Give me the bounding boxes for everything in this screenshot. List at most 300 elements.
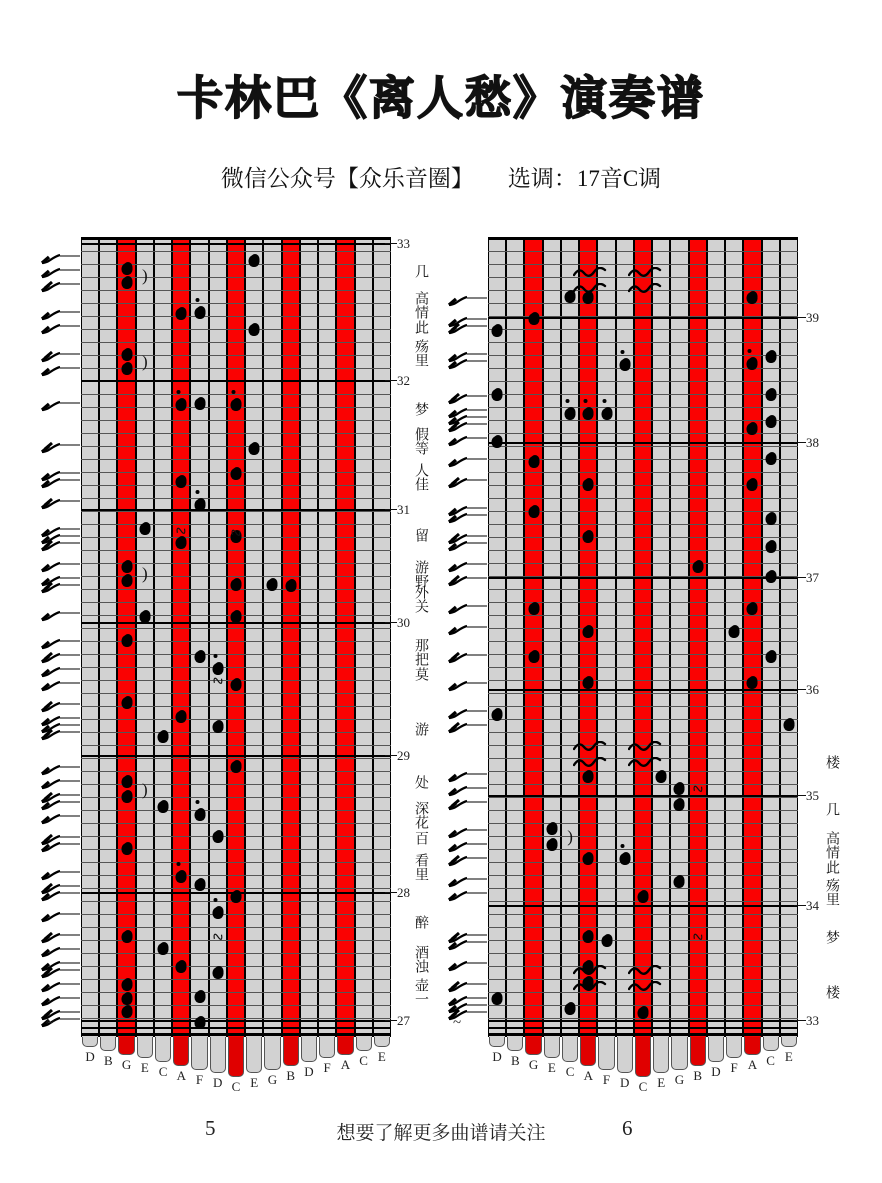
tine-label-G-3: G <box>121 1056 132 1072</box>
tine-B-12[interactable] <box>282 1037 300 1083</box>
note-C-26 <box>765 571 776 583</box>
note-G-8 <box>121 363 132 375</box>
note-G-22 <box>267 579 278 591</box>
tine-A-6[interactable] <box>172 1037 190 1083</box>
bar-number-32: 32 <box>397 373 410 388</box>
beat-line <box>488 823 798 824</box>
lyric-12: 莫 <box>413 667 429 681</box>
beat-line <box>81 953 391 954</box>
note-A-47 <box>176 961 187 973</box>
slur-mark-2: ) <box>141 352 148 371</box>
note-D-16 <box>492 436 503 448</box>
tremolo-mark-2 <box>573 282 607 300</box>
note-F-30 <box>729 626 740 638</box>
note-C-46 <box>158 943 169 955</box>
note-A-34 <box>747 677 758 689</box>
tine-A-15[interactable] <box>336 1037 354 1083</box>
note-C-11 <box>565 408 576 420</box>
beat-line <box>81 810 391 811</box>
beat-line <box>81 290 391 291</box>
note-C-37 <box>158 801 169 813</box>
note-A-14 <box>176 476 187 488</box>
tine-label-C-5: C <box>565 1064 575 1079</box>
beat-line <box>81 732 391 733</box>
tine-label-F-7: F <box>195 1071 204 1087</box>
note-C-53 <box>638 1007 649 1019</box>
beat-line <box>488 784 798 785</box>
note-flag-6 <box>40 349 80 363</box>
note-A-41 <box>176 871 187 883</box>
tine-C-16[interactable] <box>355 1037 373 1083</box>
kalimba-board-left <box>81 237 391 1094</box>
tine-E-4[interactable] <box>543 1037 561 1083</box>
lyric-9: 游野 <box>413 560 429 588</box>
beat-line <box>488 836 798 837</box>
note-flags-right <box>445 237 487 1037</box>
note-G-35 <box>121 776 132 788</box>
tine-label-F-14: F <box>323 1060 331 1076</box>
lyric-17: 看里 <box>413 853 429 881</box>
note-flag-16 <box>447 538 487 552</box>
note-A-43 <box>583 853 594 865</box>
bar-tick-37 <box>794 577 806 578</box>
note-flag-14 <box>447 510 487 524</box>
beat-line <box>81 888 391 889</box>
tine-A-15[interactable] <box>743 1037 761 1083</box>
note-A-8 <box>747 358 758 370</box>
tine-column-C-9 <box>227 237 245 1037</box>
tine-column-D-8 <box>616 237 634 1037</box>
glissando-mark-3: ∿ <box>209 671 227 692</box>
note-flag-32 <box>447 888 487 902</box>
tine-G-11[interactable] <box>263 1037 281 1087</box>
tine-label-B-12: B <box>693 1067 703 1083</box>
beat-line <box>81 602 391 603</box>
bar-number-38: 38 <box>806 435 819 450</box>
bar-line-33 <box>488 1020 798 1022</box>
note-C-11 <box>231 399 242 411</box>
tine-D-1[interactable] <box>81 1037 99 1083</box>
tine-column-F-7 <box>597 237 615 1037</box>
bar-tick-31 <box>385 509 397 510</box>
beat-line <box>81 875 391 876</box>
note-flag-15 <box>40 538 80 552</box>
note-A-15 <box>747 423 758 435</box>
note-flag-1 <box>40 251 80 265</box>
note-G-20 <box>121 575 132 587</box>
note-flag-10 <box>447 433 487 447</box>
tremolo-mark-8 <box>628 756 662 774</box>
note-E-41 <box>546 823 557 835</box>
tine-column-A-15 <box>743 237 761 1037</box>
note-flag-9 <box>40 440 80 454</box>
note-C-14 <box>765 416 776 428</box>
beat-line <box>81 420 391 421</box>
bar-tick-39 <box>794 317 806 318</box>
tremolo-mark-4 <box>628 282 662 300</box>
lyric-1: 几 <box>413 264 429 278</box>
beat-line <box>81 1018 391 1019</box>
tine-label-C-5: C <box>158 1064 168 1079</box>
bar-number-27: 27 <box>397 1013 410 1028</box>
note-flag-18 <box>447 573 487 587</box>
tine-label-D-1: D <box>492 1049 502 1064</box>
tine-label-F-14: F <box>730 1060 738 1076</box>
bar-number-34: 34 <box>806 898 819 913</box>
bar-tick-32 <box>385 380 397 381</box>
tine-F-7[interactable] <box>190 1037 208 1087</box>
tine-F-7[interactable] <box>597 1037 615 1087</box>
beat-line <box>488 251 798 252</box>
tine-label-E-4: E <box>140 1060 149 1076</box>
tine-label-B-2: B <box>104 1052 113 1068</box>
note-G-4 <box>528 313 539 325</box>
page-number-right: 6 <box>622 1116 633 1140</box>
kalimba-board-right <box>488 237 798 1094</box>
tine-A-6[interactable] <box>579 1037 597 1083</box>
tine-label-C-16: C <box>766 1052 775 1068</box>
note-flag-34 <box>40 839 80 853</box>
note-flag-34 <box>447 937 487 951</box>
note-G-30 <box>121 697 132 709</box>
lyric-4: 此 <box>824 860 840 874</box>
tab-panel-left <box>38 236 429 1094</box>
bar-line-31 <box>81 509 391 511</box>
beat-line <box>488 472 798 473</box>
beat-line <box>488 615 798 616</box>
note-G-45 <box>674 876 685 888</box>
tine-label-A-15: A <box>340 1056 351 1072</box>
tine-column-F-7 <box>190 237 208 1037</box>
tine-B-2[interactable] <box>506 1037 524 1083</box>
bar-tick-29 <box>385 755 397 756</box>
lyric-7: 楼 <box>824 985 840 999</box>
bar-tick-33 <box>385 243 397 244</box>
tine-column-D-1 <box>81 237 99 1037</box>
tine-D-1[interactable] <box>488 1037 506 1083</box>
note-A-3 <box>747 292 758 304</box>
tine-F-14[interactable] <box>725 1037 743 1083</box>
glissando-mark-1: ∿ <box>172 521 191 542</box>
beat-line <box>488 329 798 330</box>
tine-column-A-6 <box>172 237 190 1037</box>
bar-lyric-column-left <box>393 237 439 1037</box>
note-flag-25 <box>447 769 487 783</box>
lyric-18: 醉 <box>413 915 429 929</box>
tine-D-13[interactable] <box>707 1037 725 1083</box>
tine-column-D-13 <box>300 237 318 1037</box>
beat-line <box>81 511 391 512</box>
note-F-13 <box>601 408 612 420</box>
note-A-31 <box>176 711 187 723</box>
bar-line-32 <box>81 380 391 382</box>
beat-line <box>488 550 798 551</box>
slur-mark-4: ) <box>141 780 148 799</box>
tine-column-D-13 <box>707 237 725 1037</box>
tine-B-2[interactable] <box>99 1037 117 1083</box>
beat-line <box>488 264 798 265</box>
beat-line <box>81 823 391 824</box>
tine-column-E-4 <box>543 237 561 1037</box>
tine-label-E-10: E <box>657 1075 666 1091</box>
note-flag-3 <box>447 321 487 335</box>
tine-column-G-11 <box>670 237 688 1037</box>
slur-mark-1: ) <box>567 827 573 846</box>
note-flag-17 <box>447 559 487 573</box>
note-D-48 <box>212 967 223 979</box>
bar-tick-33 <box>794 1020 806 1021</box>
note-flag-7 <box>40 363 80 377</box>
note-flag-21 <box>40 650 80 664</box>
note-A-20 <box>747 479 758 491</box>
note-C-33 <box>158 731 169 743</box>
bar-tick-34 <box>794 905 806 906</box>
tine-column-B-12 <box>689 237 707 1037</box>
note-F-5 <box>194 307 205 319</box>
lyric-10: 外关 <box>413 585 429 613</box>
note-C-10 <box>765 389 776 401</box>
note-E-36 <box>783 719 794 731</box>
tab-panel-right <box>445 237 845 1094</box>
lyric-15: 深花 <box>413 801 429 829</box>
note-D-35 <box>492 709 503 721</box>
note-A-19 <box>583 479 594 491</box>
note-flag-27 <box>447 797 487 811</box>
beat-line <box>488 394 798 395</box>
beat-line <box>81 550 391 551</box>
beat-line <box>488 732 798 733</box>
beat-line <box>488 797 798 798</box>
tine-E-17[interactable] <box>373 1037 391 1083</box>
note-flag-35 <box>40 867 80 881</box>
page-title: 卡林巴《离人愁》演奏谱 <box>177 71 705 125</box>
tine-D-13[interactable] <box>300 1037 318 1083</box>
beat-line <box>81 862 391 863</box>
beat-line <box>488 667 798 668</box>
beat-line <box>81 966 391 967</box>
tine-columns-right <box>488 237 798 1037</box>
beat-line <box>488 1005 798 1006</box>
note-flag-31 <box>447 874 487 888</box>
note-G-50 <box>121 993 132 1005</box>
bar-line-34 <box>488 905 798 907</box>
beat-line <box>488 563 798 564</box>
note-flag-16 <box>40 559 80 573</box>
note-flag-21 <box>447 650 487 664</box>
note-C-6 <box>765 351 776 363</box>
tine-column-G-3 <box>524 237 542 1037</box>
tine-D-8[interactable] <box>209 1037 227 1091</box>
footer <box>0 1116 882 1156</box>
beat-line <box>488 849 798 850</box>
tine-label-A-15: A <box>747 1056 758 1072</box>
bar-line-38 <box>488 442 798 444</box>
tine-column-C-5 <box>154 237 172 1037</box>
lyric-3: 高情 <box>824 831 840 859</box>
tine-C-9[interactable] <box>634 1037 652 1094</box>
note-E-3 <box>249 255 260 267</box>
tine-label-D-1: D <box>85 1049 95 1064</box>
note-C-29 <box>231 679 242 691</box>
lyric-5: 梦 <box>413 402 429 416</box>
beat-line <box>488 355 798 356</box>
bar-line-35 <box>488 795 798 797</box>
note-D-5 <box>492 325 503 337</box>
note-flag-23 <box>40 678 80 692</box>
tine-F-14[interactable] <box>318 1037 336 1083</box>
note-F-42 <box>194 879 205 891</box>
tine-label-A-6: A <box>583 1067 593 1083</box>
note-flag-5 <box>40 321 80 335</box>
tine-column-C-5 <box>561 237 579 1037</box>
tine-G-11[interactable] <box>670 1037 688 1087</box>
beat-line <box>488 719 798 720</box>
lyric-13: 游 <box>413 722 429 736</box>
slur-mark-3: ) <box>141 564 148 583</box>
beat-line <box>488 446 798 447</box>
tine-column-A-15 <box>336 237 354 1037</box>
note-flag-37 <box>40 888 80 902</box>
note-flags-left <box>38 237 80 1037</box>
note-D-7 <box>619 359 630 371</box>
note-G-40 <box>674 799 685 811</box>
note-flag-35 <box>447 958 487 972</box>
tine-column-B-12 <box>282 237 300 1037</box>
note-G-49 <box>121 979 132 991</box>
tine-label-D-8: D <box>620 1075 630 1091</box>
note-flag-28 <box>447 825 487 839</box>
note-D-44 <box>212 907 223 919</box>
note-G-2 <box>121 277 132 289</box>
note-G-51 <box>121 1006 132 1018</box>
note-flag-3 <box>40 279 80 293</box>
tine-D-8[interactable] <box>616 1037 634 1091</box>
tine-B-12[interactable] <box>689 1037 707 1083</box>
tine-label-D-13: D <box>304 1064 314 1079</box>
beat-line <box>488 524 798 525</box>
tine-column-B-2 <box>99 237 117 1037</box>
note-flag-44 <box>40 993 80 1007</box>
tine-column-C-9 <box>634 237 652 1037</box>
tine-C-5[interactable] <box>154 1037 172 1083</box>
beat-line <box>81 628 391 629</box>
board-bottom-rail-2 <box>488 1027 798 1029</box>
board-top-rail <box>81 237 391 240</box>
note-A-12 <box>583 408 594 420</box>
bar-tick-30 <box>385 622 397 623</box>
beat-line <box>81 498 391 499</box>
note-D-44 <box>619 853 630 865</box>
beat-line <box>488 927 798 928</box>
note-A-29 <box>583 626 594 638</box>
note-C-21 <box>231 579 242 591</box>
note-G-21 <box>528 506 539 518</box>
note-flag-43 <box>40 979 80 993</box>
board-top-rail <box>488 237 798 240</box>
note-flag-9 <box>447 419 487 433</box>
subtitle-account: 微信公众号【众乐音圈】 <box>220 166 474 191</box>
lyric-8: 留 <box>413 528 429 542</box>
beat-line <box>81 342 391 343</box>
tine-label-E-17: E <box>784 1049 793 1064</box>
bar-number-33: 33 <box>806 1013 819 1028</box>
beat-line <box>488 342 798 343</box>
tine-column-B-2 <box>506 237 524 1037</box>
note-C-34 <box>231 761 242 773</box>
lyric-4: 殇里 <box>413 339 429 367</box>
note-C-24 <box>765 541 776 553</box>
note-flag-2 <box>40 265 80 279</box>
tine-column-G-11 <box>263 237 281 1037</box>
tine-C-5[interactable] <box>561 1037 579 1083</box>
tine-label-F-7: F <box>602 1071 611 1087</box>
note-F-48 <box>601 935 612 947</box>
beat-line <box>81 446 391 447</box>
tine-C-16[interactable] <box>762 1037 780 1083</box>
note-E-16 <box>139 523 150 535</box>
beat-line <box>488 407 798 408</box>
bar-tick-35 <box>794 795 806 796</box>
beat-line <box>81 654 391 655</box>
tine-label-G-11: G <box>674 1071 685 1087</box>
beat-line <box>488 628 798 629</box>
bar-tick-27 <box>385 1020 397 1021</box>
lyric-14: 处 <box>413 775 429 789</box>
tine-G-3[interactable] <box>524 1037 542 1083</box>
tine-G-3[interactable] <box>117 1037 135 1083</box>
tine-E-10[interactable] <box>652 1037 670 1091</box>
board-bottom-rail <box>81 1033 391 1036</box>
note-G-1 <box>121 263 132 275</box>
tine-E-4[interactable] <box>136 1037 154 1083</box>
note-flag-23 <box>447 706 487 720</box>
tremolo-mark-6 <box>573 756 607 774</box>
beat-line <box>488 862 798 863</box>
tine-column-C-16 <box>355 237 373 1037</box>
tine-E-10[interactable] <box>245 1037 263 1091</box>
note-flag-18 <box>40 580 80 594</box>
beat-line <box>488 693 798 694</box>
glissando-mark-2: ∿ <box>689 927 707 948</box>
tine-label-C-16: C <box>359 1052 368 1068</box>
glissando-mark-1: ∿ <box>689 779 707 800</box>
note-flag-39 <box>40 930 80 944</box>
note-G-40 <box>121 843 132 855</box>
bar-number-30: 30 <box>397 615 410 630</box>
note-flag-27 <box>40 727 80 741</box>
bar-line-29 <box>81 755 391 757</box>
note-G-39 <box>674 783 685 795</box>
note-B-25 <box>692 561 703 573</box>
note-C-18 <box>765 453 776 465</box>
note-A-28 <box>747 603 758 615</box>
note-flag-24 <box>447 720 487 734</box>
beat-line <box>81 914 391 915</box>
bar-number-39: 39 <box>806 310 819 325</box>
note-C-52 <box>565 1003 576 1015</box>
note-flag-22 <box>447 678 487 692</box>
lyric-2: 几 <box>824 802 840 816</box>
beat-line <box>81 329 391 330</box>
footer-note: 想要了解更多曲谱请关注 <box>336 1123 546 1144</box>
tine-C-9[interactable] <box>227 1037 245 1094</box>
tine-E-17[interactable] <box>780 1037 798 1083</box>
note-flag-26 <box>447 783 487 797</box>
board-bottom-rail <box>488 1033 798 1036</box>
lyric-3: 此 <box>413 320 429 334</box>
note-C-13 <box>231 468 242 480</box>
note-G-45 <box>121 931 132 943</box>
